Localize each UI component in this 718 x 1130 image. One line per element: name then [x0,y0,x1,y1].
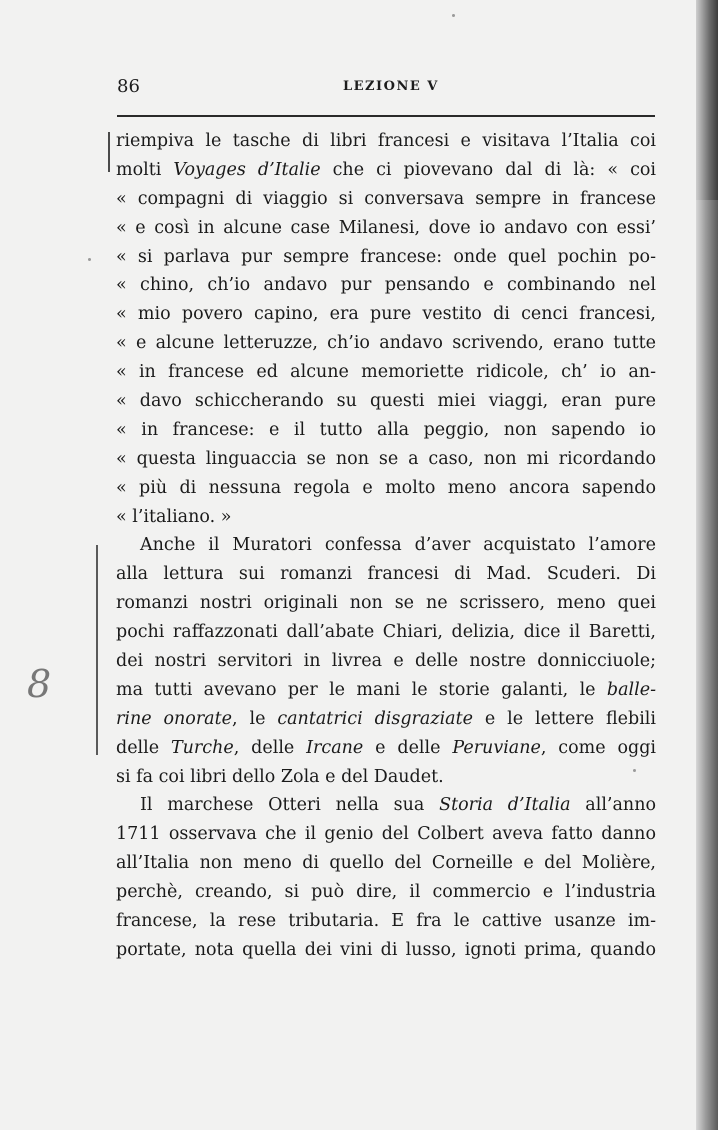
running-head: LEZIONE V [343,79,439,94]
page-header [117,76,655,100]
italic-word: Ircane [306,737,364,758]
line-part: e delle [363,737,453,758]
text-line: « compagni di viaggio si conversava sempre in francese [116,188,656,209]
italic-word: cantatrici disgraziate [277,708,473,729]
text-line: 1711 osservava che il genio del Colbert aveva fatto danno [116,824,656,845]
text-line: alla lettura sui romanzi francesi di Mad. Scuderi. Di [116,564,656,585]
margin-annotation: 8 [27,662,52,706]
line-part: delle [116,737,171,758]
text-line [116,734,656,763]
text-line: « più di nessuna regola e molto meno ancora sapendo [116,477,656,498]
text-line [116,676,656,705]
line-part: all’anno [570,795,657,816]
italic-title: Storia d’Italia [439,795,571,816]
line-part: Il marchese Otteri nella sua [140,795,440,816]
line-part: che ci piovevano dal di là: « coi [320,159,657,180]
text-line: « in francese: e il tutto alla peggio, non sapendo io [116,419,656,440]
text-line [116,156,656,185]
margin-line-top [108,132,110,172]
text-line: « mio povero capino, era pure vestito di cenci francesi, [116,304,656,325]
text-line: « e così in alcune case Milanesi, dove io andavo con essi’ [116,217,656,238]
italic-word: rine onorate [116,708,233,729]
line-part: molti [116,159,174,180]
text-line: « e alcune letteruzze, ch’io andavo scrivendo, erano tutte [116,333,656,354]
text-line: dei nostri servitori in livrea e delle nostre donnicciuole; [116,651,656,672]
text-line [116,705,656,734]
text-line: perchè, creando, si può dire, il commercio e l’industria [116,882,656,903]
text-line: « si parlava pur sempre francese: onde quel pochin po- [116,246,656,267]
margin-line-middle [96,545,98,755]
line-part: , delle [233,737,307,758]
line-part: , le [232,708,278,729]
page-number: 86 [117,76,140,97]
text-line: francese, la rese tributaria. E fra le cattive usanze im- [116,911,656,932]
italic-title: Voyages d’Italie [173,159,321,180]
paper-speck [88,258,91,261]
italic-word: Peruviane [452,737,541,758]
text-line: Anche il Muratori confessa d’aver acquistato l’amore [140,535,656,556]
body-text [116,127,656,965]
text-line: pochi raffazzonati dall’abate Chiari, delizia, dice il Baretti, [116,622,656,643]
text-line: « chino, ch’io andavo pur pensando e combinando nel [116,275,656,296]
page-edge-shadow-top [696,0,718,200]
text-line: « in francese ed alcune memoriette ridicole, ch’ io an- [116,362,656,383]
line-part: ma tutti avevano per le mani le storie galanti, le [116,679,607,700]
line-part: e le lettere flebili [473,708,656,729]
text-line: romanzi nostri originali non se ne scrissero, meno quei [116,593,656,614]
text-line: portate, nota quella dei vini di lusso, ignoti prima, quando [116,939,656,960]
line-part: , come oggi [540,737,656,758]
paper-speck [452,14,455,17]
text-line [116,791,656,820]
text-line: « l’italiano. » [116,506,232,527]
italic-word: Turche [170,737,234,758]
text-line: all’Italia non meno di quello del Corneille e del Molière, [116,853,656,874]
header-rule [117,115,655,117]
text-line: « davo schiccherando su questi miei viaggi, eran pure [116,391,656,412]
text-line: si fa coi libri dello Zola e del Daudet. [116,766,444,787]
italic-word: balle- [606,679,656,700]
text-line: « questa linguaccia se non se a caso, non mi ricordando [116,448,656,469]
text-line: riempiva le tasche di libri francesi e visitava l’Italia coi [116,131,656,151]
